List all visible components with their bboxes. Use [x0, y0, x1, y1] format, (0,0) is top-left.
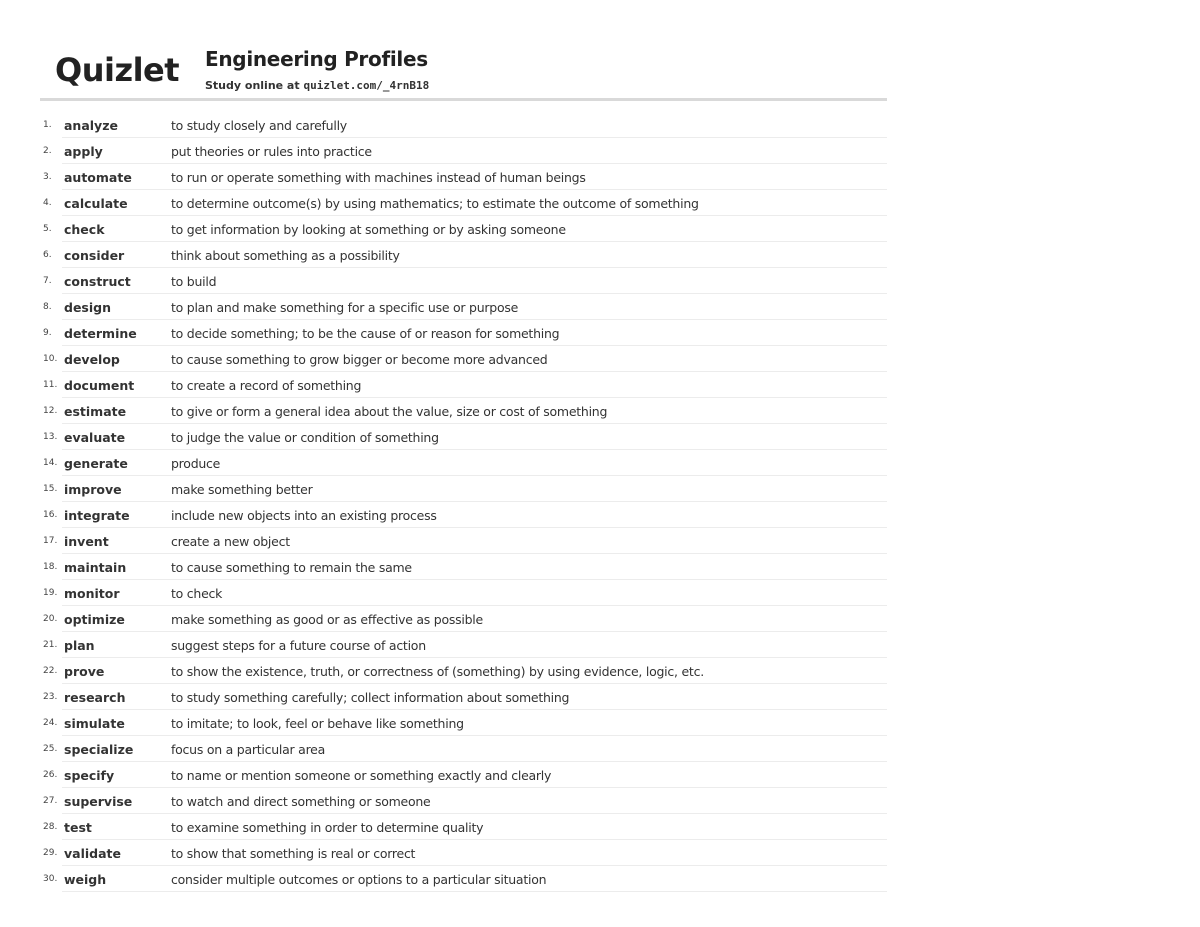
- term-word: prove: [64, 664, 105, 679]
- term-number: 27.: [43, 796, 58, 806]
- term-row: [40, 788, 887, 814]
- term-definition: to imitate; to look, feel or behave like something: [171, 716, 464, 731]
- term-definition: suggest steps for a future course of action: [171, 638, 426, 653]
- term-word: plan: [64, 638, 95, 653]
- term-definition: to determine outcome(s) by using mathematics; to estimate the outcome of something: [171, 196, 699, 211]
- term-number: 11.: [43, 380, 58, 390]
- term-row: [40, 658, 887, 684]
- term-number: 4.: [43, 198, 52, 208]
- term-number: 10.: [43, 354, 58, 364]
- term-word: evaluate: [64, 430, 126, 445]
- term-number: 1.: [43, 120, 52, 130]
- term-list: [40, 112, 887, 892]
- term-definition: to examine something in order to determine quality: [171, 820, 484, 835]
- set-title: Engineering Profiles: [205, 47, 428, 71]
- term-definition: to watch and direct something or someone: [171, 794, 431, 809]
- term-number: 18.: [43, 562, 58, 572]
- term-row: [40, 372, 887, 398]
- study-online-prefix: Study online at: [205, 79, 304, 92]
- term-row: [40, 268, 887, 294]
- term-row: [40, 814, 887, 840]
- term-number: 14.: [43, 458, 58, 468]
- term-row: [40, 190, 887, 216]
- term-word: document: [64, 378, 135, 393]
- term-number: 17.: [43, 536, 58, 546]
- term-row: [40, 320, 887, 346]
- quizlet-logo: Quizlet: [55, 51, 180, 89]
- term-number: 5.: [43, 224, 52, 234]
- term-number: 15.: [43, 484, 58, 494]
- term-number: 6.: [43, 250, 52, 260]
- term-number: 23.: [43, 692, 58, 702]
- term-word: weigh: [64, 872, 107, 887]
- term-number: 19.: [43, 588, 58, 598]
- term-number: 20.: [43, 614, 58, 624]
- term-definition: to show that something is real or correct: [171, 846, 416, 861]
- term-word: research: [64, 690, 126, 705]
- term-definition: to plan and make something for a specific use or purpose: [171, 300, 519, 315]
- term-row: [40, 294, 887, 320]
- term-row: [40, 580, 887, 606]
- term-word: automate: [64, 170, 132, 185]
- flashcard-sheet: [40, 40, 887, 887]
- term-definition: make something better: [171, 482, 313, 497]
- term-word: optimize: [64, 612, 125, 627]
- term-definition: include new objects into an existing process: [171, 508, 437, 523]
- term-word: invent: [64, 534, 109, 549]
- term-definition: to judge the value or condition of something: [171, 430, 439, 445]
- term-row: [40, 736, 887, 762]
- term-definition: create a new object: [171, 534, 290, 549]
- term-row: [40, 346, 887, 372]
- term-row: [40, 840, 887, 866]
- term-definition: produce: [171, 456, 221, 471]
- term-row: [40, 450, 887, 476]
- term-row: [40, 138, 887, 164]
- term-word: supervise: [64, 794, 133, 809]
- term-number: 3.: [43, 172, 52, 182]
- term-number: 16.: [43, 510, 58, 520]
- term-number: 12.: [43, 406, 58, 416]
- term-word: apply: [64, 144, 103, 159]
- term-word: improve: [64, 482, 122, 497]
- term-number: 7.: [43, 276, 52, 286]
- term-definition: to give or form a general idea about the value, size or cost of something: [171, 404, 608, 419]
- term-row: [40, 606, 887, 632]
- term-number: 29.: [43, 848, 58, 858]
- sheet-header: [40, 40, 887, 100]
- term-number: 21.: [43, 640, 58, 650]
- term-word: construct: [64, 274, 131, 289]
- term-definition: to create a record of something: [171, 378, 362, 393]
- term-definition: to show the existence, truth, or correctness of (something) by using evidence, logic, etc.: [171, 664, 704, 679]
- term-word: integrate: [64, 508, 130, 523]
- term-row: [40, 398, 887, 424]
- term-word: check: [64, 222, 105, 237]
- term-word: specify: [64, 768, 115, 783]
- term-word: consider: [64, 248, 125, 263]
- term-word: calculate: [64, 196, 128, 211]
- term-word: test: [64, 820, 92, 835]
- term-row: [40, 164, 887, 190]
- term-row: [40, 528, 887, 554]
- term-word: validate: [64, 846, 121, 861]
- term-word: estimate: [64, 404, 127, 419]
- term-definition: consider multiple outcomes or options to a particular situation: [171, 872, 547, 887]
- term-row: [40, 684, 887, 710]
- term-word: design: [64, 300, 111, 315]
- term-definition: make something as good or as effective as possible: [171, 612, 483, 627]
- term-number: 28.: [43, 822, 58, 832]
- term-definition: to get information by looking at something or by asking someone: [171, 222, 566, 237]
- term-number: 26.: [43, 770, 58, 780]
- term-number: 22.: [43, 666, 58, 676]
- term-row: [40, 866, 887, 892]
- term-definition: think about something as a possibility: [171, 248, 400, 263]
- term-row: [40, 632, 887, 658]
- study-online-url: quizlet.com/_4rnB18: [303, 79, 430, 92]
- study-online-note: [205, 79, 429, 93]
- term-definition: to name or mention someone or something exactly and clearly: [171, 768, 552, 783]
- term-word: specialize: [64, 742, 134, 757]
- term-word: analyze: [64, 118, 118, 133]
- term-row: [40, 502, 887, 528]
- term-definition: to run or operate something with machines instead of human beings: [171, 170, 586, 185]
- term-word: develop: [64, 352, 120, 367]
- term-word: simulate: [64, 716, 125, 731]
- term-number: 13.: [43, 432, 58, 442]
- term-word: monitor: [64, 586, 120, 601]
- term-number: 9.: [43, 328, 52, 338]
- term-row: [40, 112, 887, 138]
- header-divider: [40, 98, 887, 101]
- term-number: 24.: [43, 718, 58, 728]
- term-row: [40, 476, 887, 502]
- term-row: [40, 762, 887, 788]
- term-definition: to study closely and carefully: [171, 118, 347, 133]
- term-row: [40, 424, 887, 450]
- term-row: [40, 554, 887, 580]
- term-row: [40, 710, 887, 736]
- term-word: maintain: [64, 560, 127, 575]
- term-word: generate: [64, 456, 128, 471]
- term-definition: to cause something to grow bigger or become more advanced: [171, 352, 548, 367]
- term-number: 25.: [43, 744, 58, 754]
- term-word: determine: [64, 326, 137, 341]
- term-definition: to cause something to remain the same: [171, 560, 412, 575]
- term-row: [40, 242, 887, 268]
- term-row: [40, 216, 887, 242]
- term-number: 2.: [43, 146, 52, 156]
- term-definition: to build: [171, 274, 217, 289]
- term-number: 30.: [43, 874, 58, 884]
- term-definition: to check: [171, 586, 223, 601]
- term-number: 8.: [43, 302, 52, 312]
- term-definition: to decide something; to be the cause of or reason for something: [171, 326, 560, 341]
- term-definition: put theories or rules into practice: [171, 144, 372, 159]
- term-definition: to study something carefully; collect information about something: [171, 690, 570, 705]
- term-definition: focus on a particular area: [171, 742, 326, 757]
